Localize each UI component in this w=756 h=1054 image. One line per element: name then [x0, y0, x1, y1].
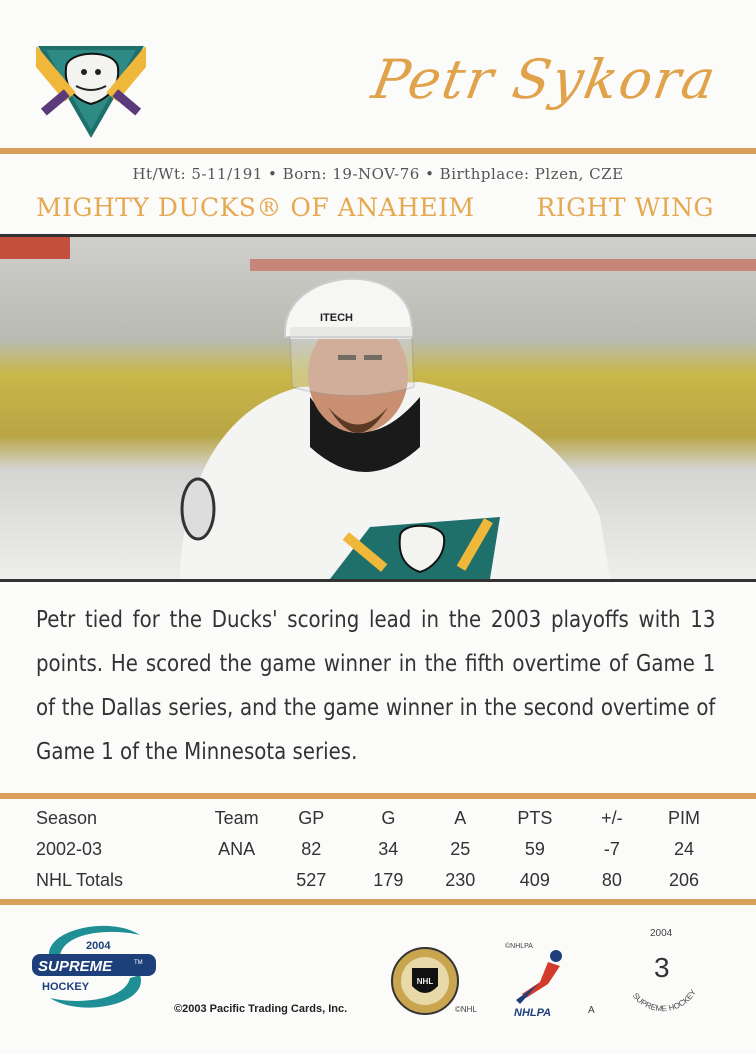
nhl-mark: NHL: [416, 977, 434, 986]
stats-header: Season: [36, 808, 98, 828]
stats-cell: 230: [445, 870, 476, 890]
nhlpa-logo: [508, 940, 578, 1020]
stats-cell: 80: [601, 870, 622, 890]
player-signature: Petr Sykora: [367, 48, 722, 111]
stats-cell: 82: [301, 839, 322, 859]
stats-header-row: [30, 803, 720, 834]
stats-cell: 34: [378, 839, 399, 859]
nhlpa-label: NHLPA: [514, 1007, 552, 1019]
card-number: 3: [654, 952, 670, 983]
stats-cell: 25: [450, 839, 471, 859]
helmet-brand: ITECH: [320, 312, 353, 324]
brand-tm: TM: [134, 960, 143, 966]
stats-cell: 59: [524, 839, 545, 859]
stats-row: [30, 834, 720, 865]
mighty-ducks-logo: [36, 38, 146, 140]
stats-header: Team: [214, 808, 259, 828]
stats-table: [0, 799, 756, 899]
divider: [0, 148, 756, 154]
svg-text:SUPREME HOCKEY: [631, 987, 699, 1013]
stats-cell: 179: [373, 870, 404, 890]
stats-cell: -7: [603, 839, 620, 859]
supreme-hockey-logo: [30, 920, 160, 1012]
nhl-shield-logo: [390, 946, 460, 1016]
ring-text: SUPREME HOCKEY: [630, 987, 698, 1014]
stats-cell: NHL Totals: [36, 870, 124, 890]
player-position: RIGHT WING: [536, 193, 714, 222]
stats-header: PIM: [667, 808, 700, 828]
card-year: 2004: [650, 928, 673, 939]
brand-year: 2004: [86, 940, 111, 952]
stats-header: +/-: [601, 808, 623, 828]
stats-row: [30, 865, 720, 896]
stats-header: GP: [298, 808, 325, 828]
stats-cell: 2002-03: [36, 839, 103, 859]
player-bio: Ht/Wt: 5-11/191 • Born: 19-NOV-76 • Birthplace: Plzen, CZE: [132, 165, 624, 183]
divider: [0, 899, 756, 905]
stats-header: A: [454, 808, 467, 828]
nhlpa-trademark: ©NHLPA: [505, 943, 533, 950]
stats-header: PTS: [517, 808, 553, 828]
team-name: MIGHTY DUCKS® OF ANAHEIM: [36, 193, 475, 222]
stats-cell: 206: [668, 870, 699, 890]
brand-sport: HOCKEY: [42, 981, 90, 993]
player-description: Petr tied for the Ducks' scoring lead in the 2003 playoffs with 13 points. He scored the game winner in the fifth overtime of Game 1 of the Dallas series, and the game winner in the second overtime of Game 1 of the Minnesota series.: [36, 607, 716, 765]
stats-cell: [201, 865, 273, 896]
stats-cell: 24: [673, 839, 694, 859]
brand-name: SUPREME: [38, 958, 113, 975]
player-photo: [0, 234, 756, 582]
stats-cell: 409: [519, 870, 550, 890]
stats-header: G: [381, 808, 396, 828]
copyright-text: ©2003 Pacific Trading Cards, Inc.: [174, 1003, 348, 1015]
stats-cell: ANA: [218, 839, 256, 859]
nhlpa-a-mark: A: [588, 1005, 595, 1016]
stats-cell: 527: [296, 870, 327, 890]
nhl-trademark: ©NHL: [455, 1005, 477, 1014]
